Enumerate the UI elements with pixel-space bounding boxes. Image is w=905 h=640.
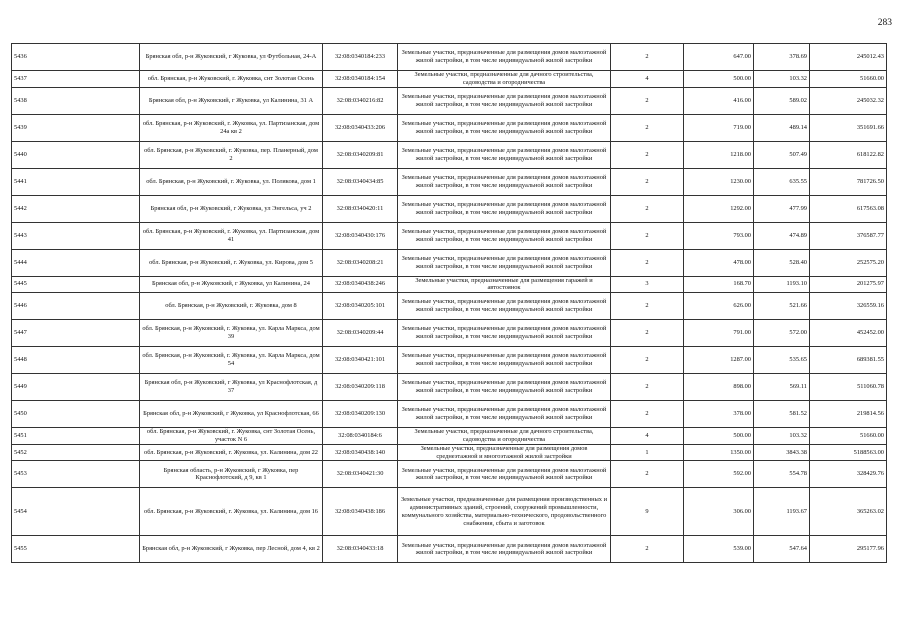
category-cell: 2 (611, 374, 684, 401)
row-number: 5442 (12, 195, 140, 222)
area-cell: 478.00 (684, 249, 754, 276)
row-number: 5440 (12, 141, 140, 168)
cadastral-value-cell: 51660.00 (810, 428, 887, 445)
area-cell: 719.00 (684, 114, 754, 141)
cadastral-number-cell: 32:08:0340209:81 (323, 141, 398, 168)
table-row (12, 87, 887, 114)
area-cell: 1350.00 (684, 444, 754, 461)
specific-value-cell: 1193.67 (754, 488, 810, 536)
address-cell: Брянская обл, р-н Жуковский, г Жуковка, ул Краснофлотская, д 37 (140, 374, 323, 401)
specific-value-cell: 521.66 (754, 293, 810, 320)
table-row (12, 44, 887, 71)
area-cell: 793.00 (684, 222, 754, 249)
table-row (12, 536, 887, 563)
cadastral-number-cell: 32:08:0340430:176 (323, 222, 398, 249)
permitted-use-cell: Земельные участки, предназначенные для размещения домов малоэтажной жилой застройки, в том числе индивидуальной жилой застройки (398, 536, 611, 563)
cadastral-value-cell: 376587.77 (810, 222, 887, 249)
table-row (12, 195, 887, 222)
specific-value-cell: 581.52 (754, 401, 810, 428)
area-cell: 647.00 (684, 44, 754, 71)
cadastral-value-cell: 219814.56 (810, 401, 887, 428)
category-cell: 1 (611, 444, 684, 461)
row-number: 5441 (12, 168, 140, 195)
address-cell: Брянская обл, р-н Жуковский, г Жуковка, ул Калинина, 31 А (140, 87, 323, 114)
cadastral-value-cell: 326559.16 (810, 293, 887, 320)
address-cell: обл. Брянская, р-н Жуковский, г. Жуковка, снт Золотая Осень (140, 71, 323, 88)
area-cell: 539.00 (684, 536, 754, 563)
row-number: 5448 (12, 347, 140, 374)
category-cell: 2 (611, 347, 684, 374)
permitted-use-cell: Земельные участки, предназначенные для размещения домов малоэтажной жилой застройки, в том числе индивидуальной жилой застройки (398, 222, 611, 249)
row-number: 5438 (12, 87, 140, 114)
area-cell: 416.00 (684, 87, 754, 114)
cadastral-number-cell: 32:08:0340438:140 (323, 444, 398, 461)
cadastral-number-cell: 32:08:0340184:233 (323, 44, 398, 71)
area-cell: 592.00 (684, 461, 754, 488)
area-cell: 898.00 (684, 374, 754, 401)
table-row (12, 428, 887, 445)
cadastral-number-cell: 32:08:0340421:101 (323, 347, 398, 374)
specific-value-cell: 489.14 (754, 114, 810, 141)
permitted-use-cell: Земельные участки, предназначенные для размещения производственных и административных зданий, строений, сооружений промышленности, коммунального хозяйства, материально-технического, продовольственного снабжения, сбыта и заготовок (398, 488, 611, 536)
specific-value-cell: 635.55 (754, 168, 810, 195)
row-number: 5452 (12, 444, 140, 461)
address-cell: обл. Брянская, р-н Жуковский, г. Жуковка, дом 8 (140, 293, 323, 320)
row-number: 5439 (12, 114, 140, 141)
category-cell: 2 (611, 114, 684, 141)
cadastral-number-cell: 32:08:0340434:85 (323, 168, 398, 195)
area-cell: 1230.00 (684, 168, 754, 195)
cadastral-number-cell: 32:08:0340184:154 (323, 71, 398, 88)
table-row (12, 141, 887, 168)
table-row (12, 293, 887, 320)
table-row (12, 222, 887, 249)
row-number: 5436 (12, 44, 140, 71)
cadastral-number-cell: 32:08:0340184:6 (323, 428, 398, 445)
cadastral-number-cell: 32:08:0340421:30 (323, 461, 398, 488)
cadastral-value-cell: 5188563.00 (810, 444, 887, 461)
cadastral-number-cell: 32:08:0340209:130 (323, 401, 398, 428)
category-cell: 2 (611, 293, 684, 320)
permitted-use-cell: Земельные участки, предназначенные для размещения домов малоэтажной жилой застройки, в том числе индивидуальной жилой застройки (398, 347, 611, 374)
specific-value-cell: 589.02 (754, 87, 810, 114)
category-cell: 2 (611, 222, 684, 249)
address-cell: Брянская обл, р-н Жуковский, г Жуковка, ул Калинина, 24 (140, 276, 323, 293)
table-row (12, 444, 887, 461)
cadastral-number-cell: 32:08:0340433:18 (323, 536, 398, 563)
category-cell: 2 (611, 320, 684, 347)
permitted-use-cell: Земельные участки, предназначенные для размещения домов малоэтажной жилой застройки, в том числе индивидуальной жилой застройки (398, 44, 611, 71)
address-cell: Брянская область, р-н Жуковский, г Жуковка, пер Краснофлотский, д 9, кв 1 (140, 461, 323, 488)
permitted-use-cell: Земельные участки, предназначенные для размещения домов малоэтажной жилой застройки, в том числе индивидуальной жилой застройки (398, 168, 611, 195)
row-number: 5445 (12, 276, 140, 293)
row-number: 5453 (12, 461, 140, 488)
area-cell: 1287.00 (684, 347, 754, 374)
address-cell: обл. Брянская, р-н Жуковский, г. Жуковка, снт Золотая Осень, участок N 6 (140, 428, 323, 445)
permitted-use-cell: Земельные участки, предназначенные для размещения гаражей и автостоянок (398, 276, 611, 293)
cadastral-value-cell: 781726.50 (810, 168, 887, 195)
address-cell: обл. Брянская, р-н Жуковский, г. Жуковка, пер. Планерный, дом 2 (140, 141, 323, 168)
row-number: 5451 (12, 428, 140, 445)
specific-value-cell: 3843.38 (754, 444, 810, 461)
area-cell: 1292.00 (684, 195, 754, 222)
table-row (12, 320, 887, 347)
row-number: 5446 (12, 293, 140, 320)
area-cell: 1218.00 (684, 141, 754, 168)
row-number: 5444 (12, 249, 140, 276)
address-cell: обл. Брянская, р-н Жуковский, г. Жуковка, ул. Карла Маркса, дом 39 (140, 320, 323, 347)
cadastral-value-cell: 295177.96 (810, 536, 887, 563)
category-cell: 2 (611, 168, 684, 195)
specific-value-cell: 507.49 (754, 141, 810, 168)
table-row (12, 249, 887, 276)
table-row (12, 488, 887, 536)
category-cell: 4 (611, 71, 684, 88)
permitted-use-cell: Земельные участки, предназначенные для размещения домов малоэтажной жилой застройки, в том числе индивидуальной жилой застройки (398, 374, 611, 401)
permitted-use-cell: Земельные участки, предназначенные для размещения домов малоэтажной жилой застройки, в том числе индивидуальной жилой застройки (398, 87, 611, 114)
cadastral-number-cell: 32:08:0340209:44 (323, 320, 398, 347)
table-row (12, 276, 887, 293)
area-cell: 500.00 (684, 428, 754, 445)
address-cell: обл. Брянская, р-н Жуковский, г. Жуковка, ул. Полякова, дом 1 (140, 168, 323, 195)
specific-value-cell: 572.00 (754, 320, 810, 347)
address-cell: Брянская обл, р-н Жуковский, г Жуковка, ул Футбольная, 24-А (140, 44, 323, 71)
table-row (12, 374, 887, 401)
specific-value-cell: 554.78 (754, 461, 810, 488)
address-cell: Брянская обл, р-н Жуковский, г Жуковка, ул Краснофлотская, 66 (140, 401, 323, 428)
permitted-use-cell: Земельные участки, предназначенные для размещения домов малоэтажной жилой застройки, в том числе индивидуальной жилой застройки (398, 195, 611, 222)
category-cell: 2 (611, 44, 684, 71)
table-row (12, 347, 887, 374)
page-number: 283 (877, 18, 892, 28)
specific-value-cell: 103.32 (754, 428, 810, 445)
permitted-use-cell: Земельные участки, предназначенные для размещения домов малоэтажной жилой застройки, в том числе индивидуальной жилой застройки (398, 320, 611, 347)
row-number: 5450 (12, 401, 140, 428)
permitted-use-cell: Земельные участки, предназначенные для дачного строительства, садоводства и огородничества (398, 71, 611, 88)
permitted-use-cell: Земельные участки, предназначенные для размещения домов малоэтажной жилой застройки, в том числе индивидуальной жилой застройки (398, 114, 611, 141)
cadastral-value-cell: 365263.02 (810, 488, 887, 536)
category-cell: 3 (611, 276, 684, 293)
land-registry-table (11, 43, 887, 563)
table-row (12, 168, 887, 195)
area-cell: 306.00 (684, 488, 754, 536)
permitted-use-cell: Земельные участки, предназначенные для размещения домов среднеэтажной и многоэтажной жилой застройки (398, 444, 611, 461)
specific-value-cell: 1193.10 (754, 276, 810, 293)
row-number: 5447 (12, 320, 140, 347)
address-cell: Брянская обл, р-н Жуковский, г Жуковка, ул Энгельса, уч 2 (140, 195, 323, 222)
row-number: 5455 (12, 536, 140, 563)
area-cell: 378.00 (684, 401, 754, 428)
cadastral-value-cell: 51660.00 (810, 71, 887, 88)
table-row (12, 114, 887, 141)
category-cell: 2 (611, 141, 684, 168)
area-cell: 791.00 (684, 320, 754, 347)
area-cell: 168.70 (684, 276, 754, 293)
table-row (12, 461, 887, 488)
cadastral-number-cell: 32:08:0340433:206 (323, 114, 398, 141)
cadastral-number-cell: 32:08:0340209:118 (323, 374, 398, 401)
category-cell: 2 (611, 195, 684, 222)
table-row (12, 401, 887, 428)
category-cell: 2 (611, 461, 684, 488)
cadastral-value-cell: 201275.97 (810, 276, 887, 293)
specific-value-cell: 535.65 (754, 347, 810, 374)
address-cell: обл. Брянская, р-н Жуковский, г. Жуковка, ул. Карла Маркса, дом 54 (140, 347, 323, 374)
cadastral-value-cell: 328429.76 (810, 461, 887, 488)
cadastral-number-cell: 32:08:0340420:11 (323, 195, 398, 222)
address-cell: обл. Брянская, р-н Жуковский, г. Жуковка, ул. Партизанская, дом 41 (140, 222, 323, 249)
category-cell: 2 (611, 401, 684, 428)
category-cell: 2 (611, 87, 684, 114)
cadastral-value-cell: 245012.43 (810, 44, 887, 71)
address-cell: обл. Брянская, р-н Жуковский, г. Жуковка, ул. Партизанская, дом 24а кв 2 (140, 114, 323, 141)
address-cell: обл. Брянская, р-н Жуковский, г. Жуковка, ул. Калинина, дом 22 (140, 444, 323, 461)
specific-value-cell: 528.40 (754, 249, 810, 276)
permitted-use-cell: Земельные участки, предназначенные для размещения домов малоэтажной жилой застройки, в том числе индивидуальной жилой застройки (398, 141, 611, 168)
specific-value-cell: 477.99 (754, 195, 810, 222)
cadastral-number-cell: 32:08:0340208:21 (323, 249, 398, 276)
row-number: 5443 (12, 222, 140, 249)
cadastral-value-cell: 511060.78 (810, 374, 887, 401)
category-cell: 2 (611, 536, 684, 563)
permitted-use-cell: Земельные участки, предназначенные для размещения домов малоэтажной жилой застройки, в том числе индивидуальной жилой застройки (398, 461, 611, 488)
specific-value-cell: 378.69 (754, 44, 810, 71)
cadastral-value-cell: 245032.32 (810, 87, 887, 114)
cadastral-value-cell: 452452.00 (810, 320, 887, 347)
permitted-use-cell: Земельные участки, предназначенные для размещения домов малоэтажной жилой застройки, в том числе индивидуальной жилой застройки (398, 293, 611, 320)
specific-value-cell: 547.64 (754, 536, 810, 563)
cadastral-number-cell: 32:08:0340216:82 (323, 87, 398, 114)
specific-value-cell: 103.32 (754, 71, 810, 88)
cadastral-number-cell: 32:08:0340205:101 (323, 293, 398, 320)
permitted-use-cell: Земельные участки, предназначенные для размещения домов малоэтажной жилой застройки, в том числе индивидуальной жилой застройки (398, 401, 611, 428)
category-cell: 9 (611, 488, 684, 536)
cadastral-value-cell: 617563.08 (810, 195, 887, 222)
area-cell: 500.00 (684, 71, 754, 88)
area-cell: 626.00 (684, 293, 754, 320)
cadastral-number-cell: 32:08:0340438:186 (323, 488, 398, 536)
cadastral-value-cell: 252575.20 (810, 249, 887, 276)
row-number: 5454 (12, 488, 140, 536)
address-cell: Брянская обл, р-н Жуковский, г Жуковка, пер Лесной, дом 4, кв 2 (140, 536, 323, 563)
specific-value-cell: 474.89 (754, 222, 810, 249)
table-row (12, 71, 887, 88)
specific-value-cell: 569.11 (754, 374, 810, 401)
address-cell: обл. Брянская, р-н Жуковский, г. Жуковка, ул. Калинина, дом 16 (140, 488, 323, 536)
category-cell: 2 (611, 249, 684, 276)
cadastral-value-cell: 618122.82 (810, 141, 887, 168)
cadastral-value-cell: 351691.66 (810, 114, 887, 141)
cadastral-number-cell: 32:08:0340438:246 (323, 276, 398, 293)
row-number: 5449 (12, 374, 140, 401)
cadastral-value-cell: 689381.55 (810, 347, 887, 374)
permitted-use-cell: Земельные участки, предназначенные для дачного строительства, садоводства и огородничества (398, 428, 611, 445)
address-cell: обл. Брянская, р-н Жуковский, г. Жуковка, ул. Кирова, дом 5 (140, 249, 323, 276)
row-number: 5437 (12, 71, 140, 88)
category-cell: 4 (611, 428, 684, 445)
permitted-use-cell: Земельные участки, предназначенные для размещения домов малоэтажной жилой застройки, в том числе индивидуальной жилой застройки (398, 249, 611, 276)
